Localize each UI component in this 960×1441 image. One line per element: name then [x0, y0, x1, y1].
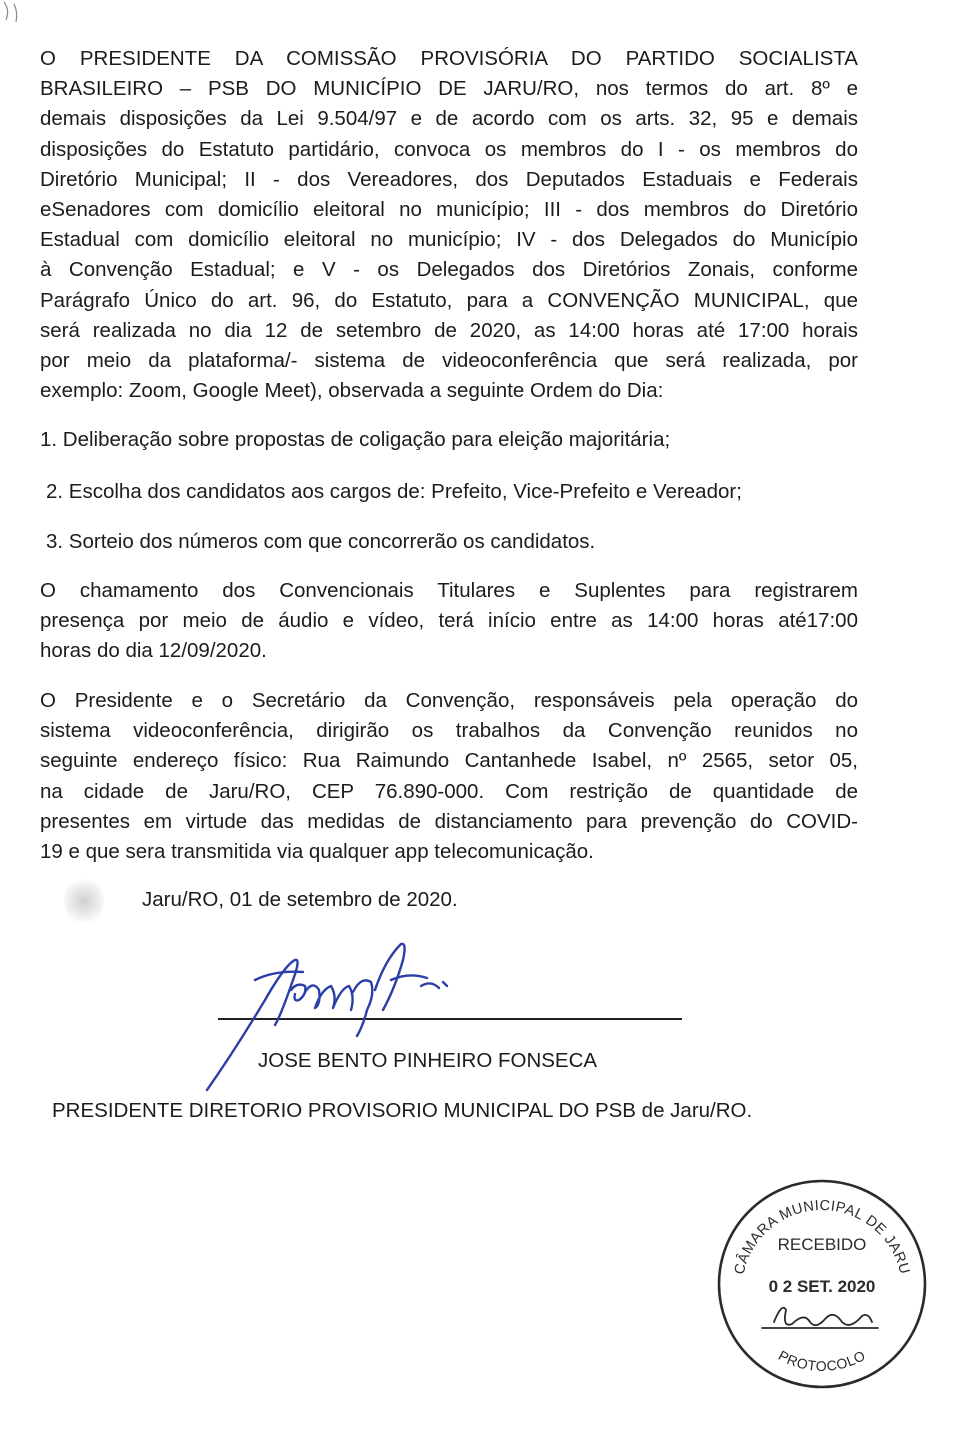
stamp-arc-text: CÂMARA MUNICIPAL DE JARU	[731, 1197, 913, 1277]
intro-line: BRASILEIRO – PSB DO MUNICÍPIO DE JARU/RO, nos termos do art. 8º e	[40, 77, 858, 101]
intro-line: Estadual com domicílio eleitoral no município; IV - dos Delegados do Município	[40, 228, 858, 252]
intro-line: Parágrafo Único do art. 96, do Estatuto, para a CONVENÇÃO MUNICIPAL, que	[40, 288, 858, 312]
agenda-item: 2. Escolha dos candidatos aos cargos de: Prefeito, Vice-Prefeito e Vereador;	[46, 480, 742, 503]
intro-line: exemplo: Zoom, Google Meet), observada a seguinte Ordem do Dia:	[40, 379, 664, 403]
address-line: O Presidente e o Secretário da Convenção, responsáveis pela operação do	[40, 689, 858, 712]
address-line: presentes em virtude das medidas de distanciamento para prevenção do COVID-	[40, 809, 858, 833]
intro-line: será realizada no dia 12 de setembro de 2020, as 14:00 horas até 17:00 horais	[40, 318, 858, 342]
signer-name: JOSE BENTO PINHEIRO FONSECA	[258, 1049, 598, 1072]
intro-line: O PRESIDENTE DA COMISSÃO PROVISÓRIA DO PARTIDO SOCIALISTA	[40, 47, 858, 70]
intro-line: à Convenção Estadual; e V - os Delegados dos Diretórios Zonais, conforme	[40, 258, 858, 282]
address-line: na cidade de Jaru/RO, CEP 76.890-000. Com restrição de quantidade de	[40, 779, 858, 803]
intro-line: por meio da plataforma/- sistema de videoconferência que será realizada, por	[40, 349, 858, 373]
stamp-footer: PROTOCOLO	[775, 1346, 869, 1374]
intro-line: Diretório Municipal; II - dos Vereadores, dos Deputados Estaduais e Federais	[40, 167, 858, 191]
signer-title: PRESIDENTE DIRETORIO PROVISORIO MUNICIPAL DO PSB de Jaru/RO.	[52, 1099, 753, 1122]
address-paragraph	[40, 686, 858, 867]
agenda-item: 3. Sorteio dos números com que concorrerão os candidatos.	[46, 530, 596, 553]
intro-line: demais disposições da Lei 9.504/97 e de acordo com os arts. 32, 95 e demais	[40, 107, 858, 131]
agenda-item: 1. Deliberação sobre propostas de coligação para eleição majoritária;	[40, 428, 671, 451]
stamp-label: RECEBIDO	[777, 1235, 867, 1254]
stamp-initials	[762, 1308, 878, 1328]
address-line: sistema videoconferência, dirigirão os trabalhos da Convenção reunidos no	[40, 719, 858, 743]
intro-paragraph	[40, 44, 858, 406]
call-paragraph	[40, 576, 858, 667]
intro-line: disposições do Estatuto partidário, convoca os membros do I - os membros do	[40, 137, 858, 161]
received-stamp	[712, 1172, 930, 1396]
call-line: presença por meio de áudio e vídeo, terá início entre as 14:00 horas até17:00	[40, 609, 858, 633]
stamp-date: 0 2 SET. 2020	[768, 1277, 876, 1296]
intro-line: eSenadores com domicílio eleitoral no município; III - dos membros do Diretório	[40, 198, 858, 222]
fingerprint-smudge	[64, 878, 104, 924]
call-line: horas do dia 12/09/2020.	[40, 639, 267, 663]
address-line: seguinte endereço físico: Rua Raimundo Cantanhede Isabel, nº 2565, setor 05,	[40, 749, 858, 773]
call-line: O chamamento dos Convencionais Titulares e Suplentes para registrarem	[40, 579, 858, 602]
place-date: Jaru/RO, 01 de setembro de 2020.	[142, 888, 458, 911]
scan-corner-mark	[0, 0, 40, 30]
address-line: 19 e que sera transmitida via qualquer app telecomunicação.	[40, 840, 594, 864]
